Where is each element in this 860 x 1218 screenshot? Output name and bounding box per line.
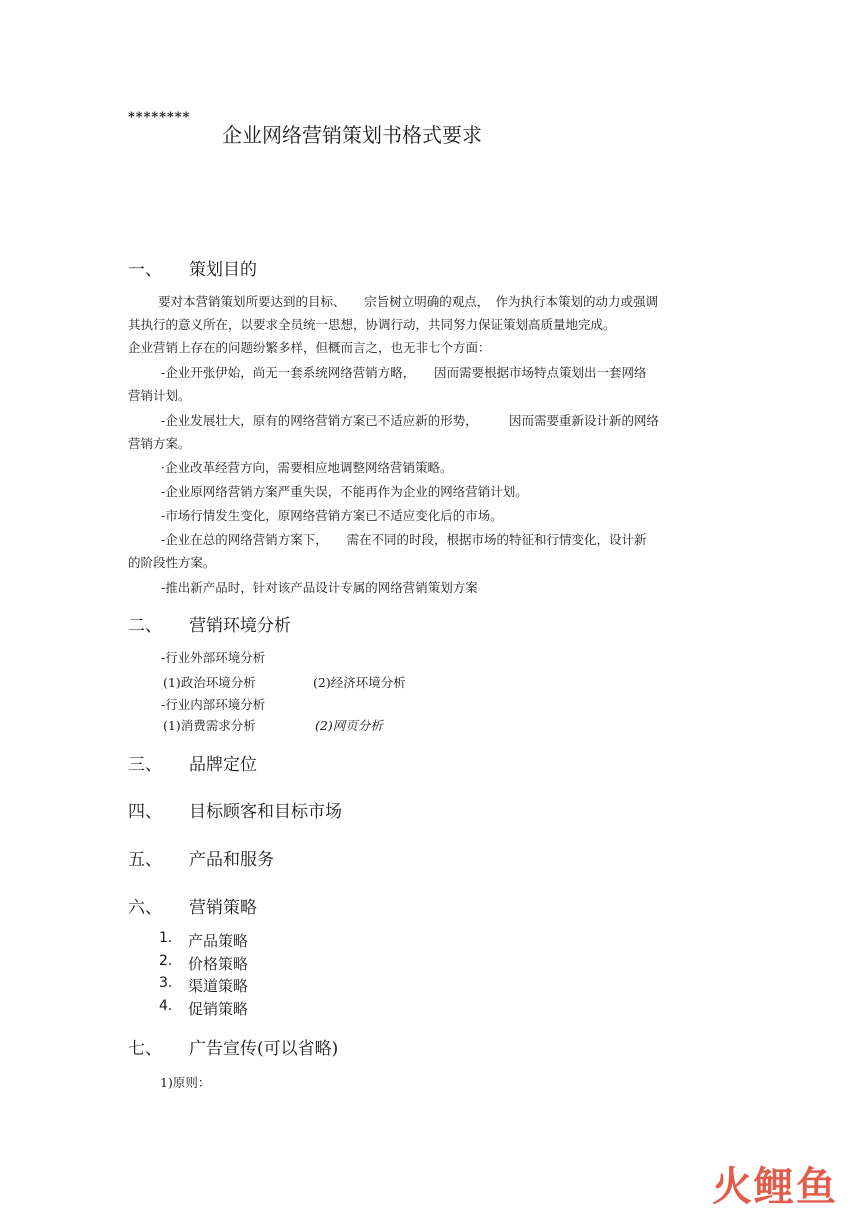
section-1-item6-line2: 的阶段性方案。 [128, 555, 216, 570]
list-text: 促销策略 [188, 1000, 249, 1018]
strategy-list-item [159, 930, 359, 950]
section-1-heading [128, 255, 528, 280]
section-2-number: 二、 [128, 616, 162, 636]
section-3-title: 品牌定位 [189, 755, 257, 775]
list-text: 渠道策略 [188, 977, 249, 995]
list-text: 价格策略 [188, 955, 249, 973]
section-1-item5: -市场行情发生变化，原网络营销方案已不适应变化后的市场。 [161, 508, 503, 523]
section-1-item1-line1: -企业开张伊始，尚无一套系统网络营销方略， 因而需要根据市场特点策划出一套网络 [161, 365, 647, 380]
header-stars: ******** [128, 110, 191, 125]
watermark-logo: 火鲤鱼 [712, 1164, 838, 1210]
section-1-item4: -企业原网络营销方案严重失误，不能再作为企业的网络营销计划。 [161, 484, 528, 499]
section-2-heading [128, 611, 528, 636]
list-number: 1. [159, 930, 173, 946]
section-1-para2: 企业营销上存在的问题纷繁多样，但概而言之，也无非七个方面： [128, 340, 491, 355]
list-text: 产品策略 [188, 932, 249, 950]
strategy-list-item [159, 953, 359, 973]
section-7-title: 广告宣传(可以省略) [189, 1039, 339, 1059]
section-1-title: 策划目的 [189, 260, 257, 280]
section-1-para1-line1: 要对本营销策划所要达到的目标、 宗旨树立明确的观点， 作为执行本策划的动力或强调 [158, 294, 659, 309]
webpage-analysis: (2)网页分析 [315, 718, 383, 733]
section-6-number: 六、 [128, 898, 162, 918]
page-title: 企业网络营销策划书格式要求 [222, 123, 482, 147]
principle-label: 1)原则： [160, 1075, 211, 1090]
economic-analysis: (2)经济环境分析 [313, 675, 406, 690]
section-6-title: 营销策略 [189, 898, 257, 918]
section-7-heading [128, 1034, 528, 1059]
section-5-number: 五、 [128, 850, 162, 870]
section-1-item1-line2: 营销计划。 [128, 388, 191, 403]
external-analysis: -行业外部环境分析 [161, 650, 266, 665]
list-number: 2. [159, 953, 173, 969]
section-5-title: 产品和服务 [189, 850, 274, 870]
section-4-title: 目标顾客和目标市场 [189, 802, 342, 822]
internal-analysis: -行业内部环境分析 [161, 697, 266, 712]
strategy-list-item [159, 975, 359, 995]
list-number: 4. [159, 998, 173, 1014]
section-1-item6-line1: -企业在总的网络营销方案下， 需在不同的时段，根据市场的特征和行情变化，设计新 [161, 532, 647, 547]
section-1-item3: ·企业改革经营方向，需要相应地调整网络营销策略。 [161, 460, 453, 475]
section-1-number: 一、 [128, 260, 162, 280]
section-4-number: 四、 [128, 802, 162, 822]
section-3-heading [128, 750, 528, 775]
section-3-number: 三、 [128, 755, 162, 775]
section-2-title: 营销环境分析 [189, 616, 291, 636]
section-5-heading [128, 845, 528, 870]
section-1-para1-line2: 其执行的意义所在，以要求全员统一思想，协调行动，共同努力保证策划高质量地完成。 [128, 317, 616, 332]
section-1-item7: -推出新产品时，针对该产品设计专属的网络营销策划方案 [161, 580, 478, 595]
consumer-demand-analysis: (1)消费需求分析 [163, 718, 256, 733]
section-1-item2-line2: 营销方案。 [128, 436, 191, 451]
strategy-list-item [159, 998, 359, 1018]
section-6-heading [128, 893, 528, 918]
list-number: 3. [159, 975, 173, 991]
section-1-item2-line1: -企业发展壮大，原有的网络营销方案已不适应新的形势， 因而需要重新设计新的网络 [161, 413, 659, 428]
section-4-heading [128, 797, 528, 822]
political-analysis: (1)政治环境分析 [163, 675, 256, 690]
section-7-number: 七、 [128, 1039, 162, 1059]
